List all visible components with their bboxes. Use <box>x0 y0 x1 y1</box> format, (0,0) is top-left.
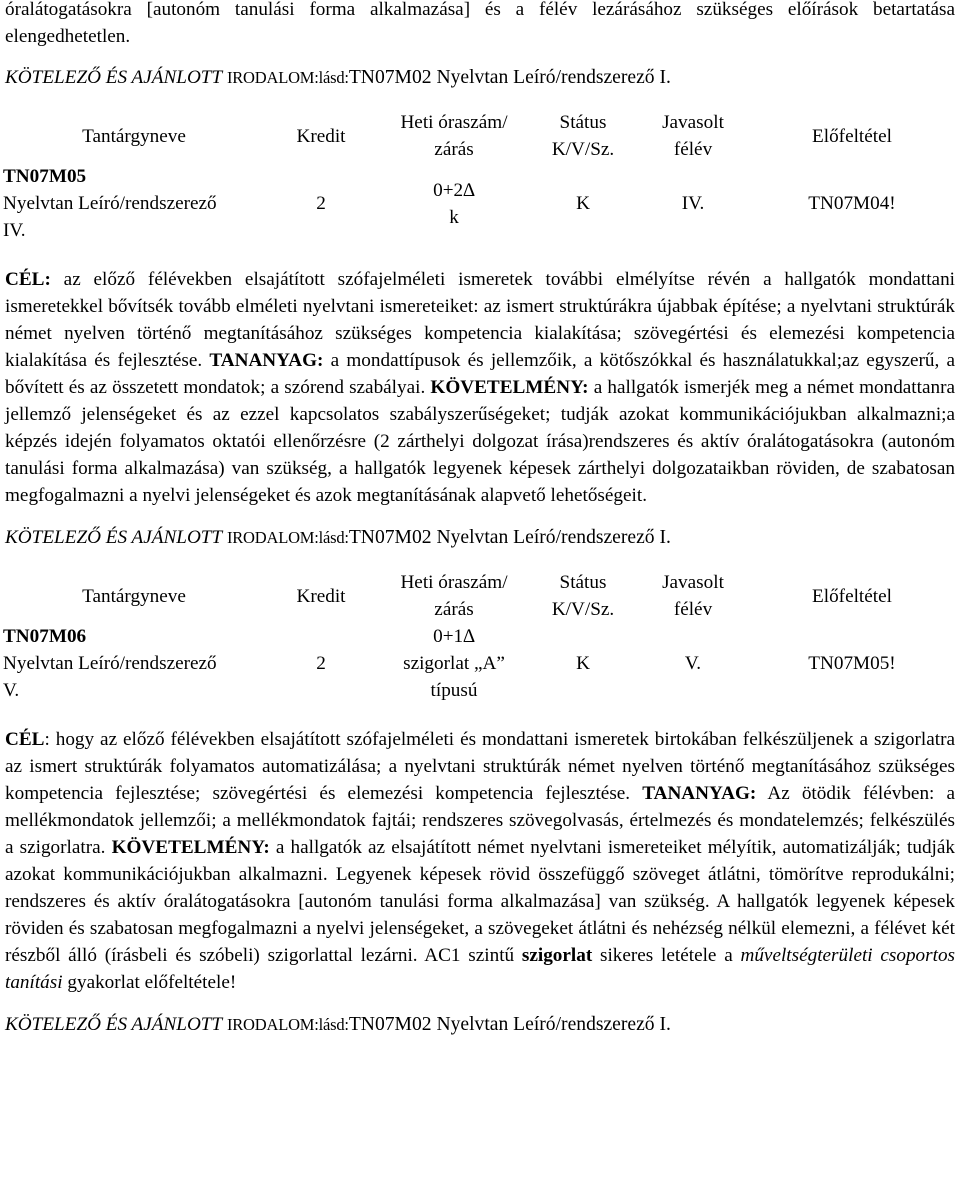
cel-label: CÉL: <box>5 269 51 290</box>
literature-italic: KÖTELEZŐ ÉS AJÁNLOTT <box>5 67 223 88</box>
header-hours: Heti óraszám/ zárás <box>400 572 508 620</box>
literature-ref: TN07M02 Nyelvtan Leíró/rendszerező I. <box>348 67 671 88</box>
intro-line-2: betartatása elengedhetetlen. <box>5 0 956 47</box>
kovetelmeny-label: KÖVETELMÉNY: <box>430 377 589 398</box>
header-semester: Javasolt félév <box>662 572 724 620</box>
header-status: Státus K/V/Sz. <box>551 112 615 160</box>
course-semester: V. <box>684 653 702 674</box>
header-name: Tantárgyneve <box>82 585 186 607</box>
header-credit: Kredit <box>296 585 346 607</box>
course-credit: 2 <box>316 653 326 674</box>
course-table-header <box>3 569 953 623</box>
course-row-2 <box>3 623 953 704</box>
literature-reference-2: KÖTELEZŐ ÉS AJÁNLOTT IRODALOM:lásd:TN07M02 Nyelvtan Leíró/rendszerező I. <box>5 527 671 548</box>
header-credit: Kredit <box>296 125 346 147</box>
literature-reference-1 <box>5 64 955 91</box>
course-description-1: CÉL: az előző félévekben elsajátított szófajelméleti ismeretek további elmélyítse révén a hallgatók mondattani ismeretekkel bővítsék tovább elméleti nyelvtani ismereteiket: az ismert struktúrákra újabbak építése; a nyelvtani struktúrák német nyelven történő megtanításához szükséges kompetencia kialakítása; szövegértési és elemezési kompetencia kialakítása és fejlesztése. TANANYAG: a mondattípusok és jellemzőik, a kötőszókkal és használatukkal;az egyszerű, a bővített és az összetett mondatok; a szórend szabályai. KÖVETELMÉNY: a hallgatók ismerjék meg a német mondattanra jellemző jelenségeket és az ezzel kapcsolatos szabályszerűségeket; tudják azokat kommunikációjukban alkalmazni;a képzés idején folyamatos oktatói ellenőrzésre (2 zárthelyi dolgozat írása)rendszeres és aktív óralátogatásokra (autonóm tanulási forma alkalmazása) van szükség, a hallgatók legyenek képesek zárthelyi dolgozataikban röviden, de szabatosan megfogalmazni a nyelvi jelenségeket és azok megtanításának alapvető lehetőségeit. <box>5 269 955 506</box>
course-hours: 0+2∆ k <box>433 179 475 228</box>
course-name-2: TN07M06 Nyelvtan Leíró/rendszerező V. <box>3 626 217 701</box>
tananyag-label: TANANYAG: <box>642 783 757 804</box>
course-table-1 <box>3 109 953 244</box>
course-description-2: CÉL: hogy az előző félévekben elsajátított szófajelméleti és mondattani ismeretek birtokában felkészüljenek a szigorlatra az ismert struktúrák folyamatos automatizálása; a nyelvtani struktúrák német nyelven történő megtanításához szükséges kompetencia fejlesztése; szövegértési és elemezési kompetencia fejlesztése. TANANYAG: Az ötödik félévben: a mellékmondatok jellemzői; a mellékmondatok fajtái; rendszeres szövegolvasás, értelmezés és mondatelemzés; felkészülés a szigorlatra. KÖVETELMÉNY: a hallgatók az elsajátított német nyelvtani ismereteiket mélyítik, automatizálják; tudják azokat kommunikációjukban alkalmazni. Legyenek képesek rövid összefüggő szöveget átlátni, tömörítve reprodukálni; rendszeres és aktív óralátogatásokra [autonóm tanulási forma alkalmazása] van szükség. A hallgatók legyenek képesek röviden és szabatosan megfogalmazni a nyelvi jelenségeket, a szövegeket átlátni és nehézség nélkül elemezni, a félévet két részből álló (írásbeli és szóbeli) szigorlattal lezárni. AC1 szintű szigorlat sikeres letétele a műveltségterületi csoportos tanítási gyakorlat előfeltétele! <box>5 729 956 993</box>
header-status: Státus K/V/Sz. <box>551 572 615 620</box>
header-prereq: Előfeltétel <box>812 125 892 147</box>
course-status: K <box>576 193 590 214</box>
course-prereq: TN07M05! <box>808 653 896 674</box>
intro-line-1: óralátogatásokra [autonóm tanulási forma alkalmazása] és a félév lezárásához szükséges előírások <box>5 0 859 20</box>
course-code: TN07M05 <box>3 166 87 187</box>
literature-reference-3: KÖTELEZŐ ÉS AJÁNLOTT IRODALOM:lásd:TN07M02 Nyelvtan Leíró/rendszerező I. <box>5 1014 671 1035</box>
header-semester: Javasolt félév <box>662 112 724 160</box>
cel-label: CÉL <box>5 729 45 750</box>
course-status: K <box>576 653 590 674</box>
tananyag-label: TANANYAG: <box>209 350 324 371</box>
literature-label: IRODALOM:lásd: <box>226 68 349 87</box>
course-prereq: TN07M04! <box>808 193 896 214</box>
course-row-1 <box>3 163 953 244</box>
course-table-2 <box>3 569 953 704</box>
course-semester: IV. <box>681 193 705 214</box>
document-page <box>5 0 955 1038</box>
intro-paragraph <box>5 0 955 50</box>
header-name: Tantárgyneve <box>82 125 186 147</box>
course-table-header <box>3 109 953 163</box>
header-hours: Heti óraszám/ zárás <box>400 112 508 160</box>
kovetelmeny-label: KÖVETELMÉNY: <box>111 837 270 858</box>
course-credit: 2 <box>316 193 326 214</box>
italic-phrase: műveltségterületi csoportos tanítási <box>5 945 956 993</box>
header-prereq: Előfeltétel <box>812 585 892 607</box>
szigorlat-bold: szigorlat <box>521 945 593 966</box>
course-name-1: TN07M05 Nyelvtan Leíró/rendszerező IV. <box>3 166 217 241</box>
course-code: TN07M06 <box>3 626 87 647</box>
course-hours: 0+1∆ szigorlat „A” típusú <box>403 626 505 701</box>
